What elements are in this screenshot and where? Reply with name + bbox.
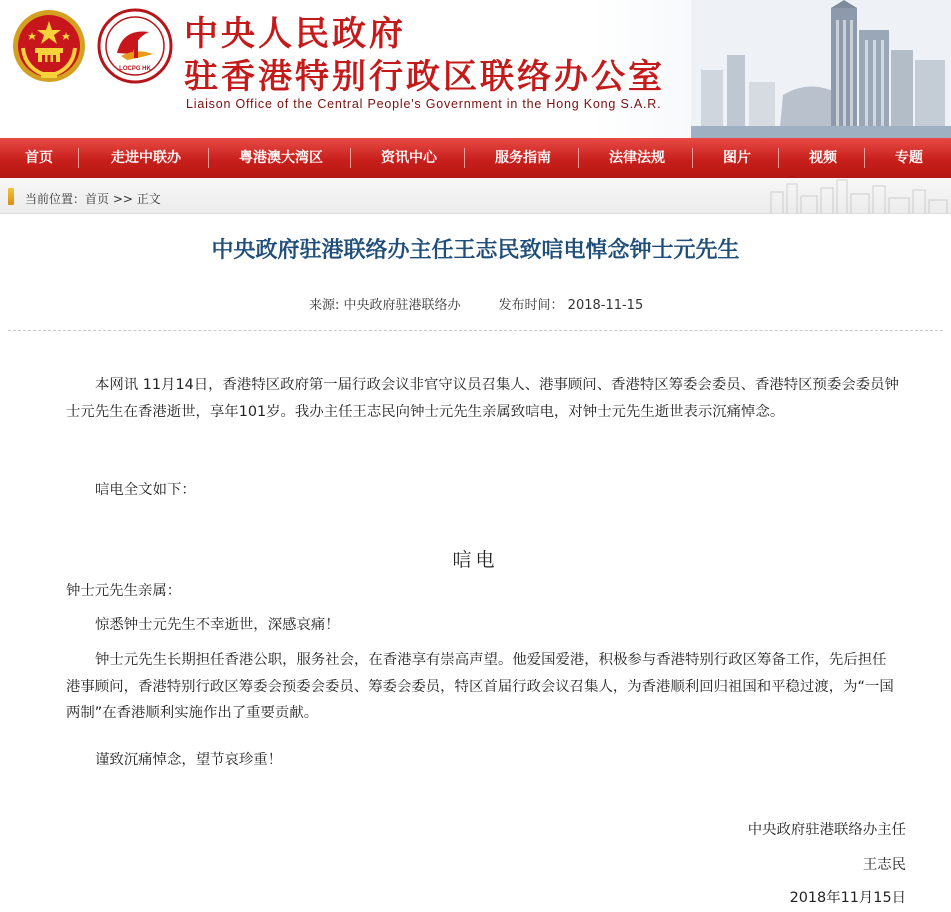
hong-kong-skyline-image (691, 0, 951, 138)
signature-name: 王志民 (862, 857, 906, 873)
liaison-office-logo-icon[interactable] (97, 8, 173, 84)
source-label: 来源: (309, 298, 344, 313)
nav-laws[interactable]: 法律法规 (609, 150, 665, 166)
publish-time: 2018-11-15 (567, 298, 644, 313)
signature-organization: 中央政府驻港联络办主任 (747, 822, 906, 838)
article-divider (8, 330, 943, 331)
nav-service-guide[interactable]: 服务指南 (495, 150, 551, 166)
nav-divider (78, 148, 79, 168)
national-emblem-icon[interactable] (11, 8, 87, 84)
city-outline-image (751, 178, 951, 214)
breadcrumb (25, 190, 161, 207)
site-title-line2: 驻香港特别行政区联络办公室 (184, 57, 665, 97)
main-nav (0, 138, 951, 178)
telegram-paragraph-3: 谨致沉痛悼念，望节哀珍重！ (95, 752, 283, 768)
breadcrumb-prefix: 当前位置： (25, 192, 86, 206)
article-paragraph-1: 本网讯 11月14日，香港特区政府第一届行政会议非官守议员召集人、港事顾问、香港特区筹委会委员、香港特区预委会委员钟士元先生在香港逝世，享年101岁。我办主任王志民向钟士元先生亲属致唁电，对钟士元先生逝世表示沉痛悼念。 (66, 377, 899, 420)
breadcrumb-separator: >> (109, 192, 137, 206)
nav-home[interactable]: 首页 (25, 150, 53, 166)
article-source: 中央政府驻港联络办 (343, 298, 461, 313)
article-title: 中央政府驻港联络办主任王志民致唁电悼念钟士元先生 (211, 238, 740, 263)
nav-greater-bay-area[interactable]: 粤港澳大湾区 (239, 150, 323, 166)
breadcrumb-marker-icon (8, 188, 14, 205)
nav-divider (864, 148, 865, 168)
nav-divider (578, 148, 579, 168)
nav-divider (350, 148, 351, 168)
publish-time-label: 发布时间： (498, 298, 568, 313)
breadcrumb-home-link[interactable]: 首页 (85, 192, 110, 206)
nav-topics[interactable]: 专题 (895, 150, 923, 166)
nav-pictures[interactable]: 图片 (723, 150, 751, 166)
nav-divider (208, 148, 209, 168)
site-title-line1: 中央人民政府 (184, 14, 406, 54)
nav-divider (778, 148, 779, 168)
telegram-title: 唁电 (452, 549, 499, 571)
breadcrumb-current: 正文 (136, 192, 161, 206)
signature-date: 2018年11月15日 (789, 890, 906, 906)
site-title-english: Liaison Office of the Central People's Government in the Hong Kong S.A.R. (186, 97, 662, 111)
telegram-paragraph-2: 钟士元先生长期担任香港公职，服务社会，在香港享有崇高声望。他爱国爱港，积极参与香港特别行政区筹备工作，先后担任港事顾问，香港特别行政区筹委会预委会委员、筹委会委员，特区首届行政会议召集人，为香港顺利回归祖国和平稳过渡，为“一国两制”在香港顺利实施作出了重要贡献。 (66, 652, 894, 721)
site-banner (0, 0, 951, 138)
nav-divider (464, 148, 465, 168)
breadcrumb-bar (0, 178, 951, 214)
telegram-salutation: 钟士元先生亲属： (66, 583, 182, 599)
nav-video[interactable]: 视频 (809, 150, 837, 166)
nav-divider (692, 148, 693, 168)
article-paragraph-2: 唁电全文如下： (95, 482, 196, 498)
article-meta (309, 294, 643, 313)
nav-news-center[interactable]: 资讯中心 (381, 150, 437, 166)
svg-text:LOCPG HK: LOCPG HK (119, 66, 151, 72)
nav-about[interactable]: 走进中联办 (111, 150, 181, 166)
telegram-paragraph-1: 惊悉钟士元先生不幸逝世，深感哀痛！ (95, 617, 340, 633)
